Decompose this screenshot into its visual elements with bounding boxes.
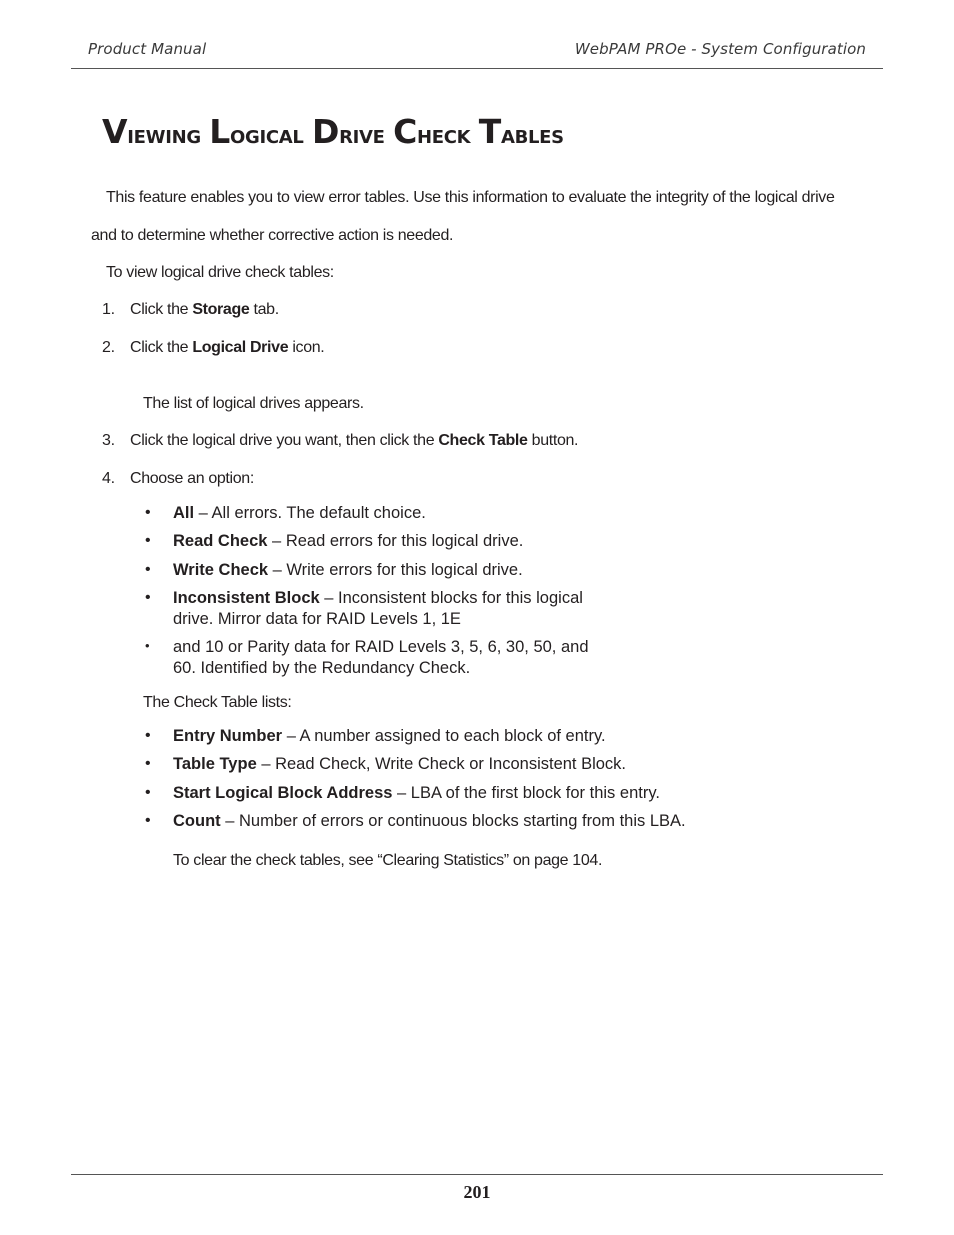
option-inconsistent-block-cont: drive. Mirror data for RAID Levels 1, 1E [173,610,461,628]
bullet: • [145,727,151,744]
step-3: Click the logical drive you want, then click the Check Table button. [130,432,579,449]
page-title: Viewing Logical Drive Check Tables [102,112,564,151]
bullet: • [145,812,151,829]
bullet: • [145,755,151,772]
list-lead: The Check Table lists: [143,694,292,711]
bullet: • [145,638,150,653]
option-parity: and 10 or Parity data for RAID Levels 3, 5, 6, 30, 50, and [173,638,589,656]
header-rule [71,68,883,69]
option-all: All – All errors. The default choice. [173,504,426,522]
step-number: 4. [102,470,115,487]
option-inconsistent-block: Inconsistent Block – Inconsistent blocks for this logical [173,589,583,607]
option-read-check: Read Check – Read errors for this logical drive. [173,532,524,550]
field-table-type: Table Type – Read Check, Write Check or Inconsistent Block. [173,755,627,773]
footer-rule [71,1174,883,1175]
field-count: Count – Number of errors or continuous blocks starting from this LBA. [173,812,686,830]
bullet: • [145,589,151,606]
bullet: • [145,784,151,801]
page-number: 201 [463,1182,491,1202]
closing-note: To clear the check tables, see “Clearing Statistics” on page 104. [173,852,603,869]
step-4: Choose an option: [130,470,254,487]
header-section-title: WebPAM PROe - System Configuration [574,40,866,58]
step-2-result: The list of logical drives appears. [143,395,364,412]
step-2: Click the Logical Drive icon. [130,339,325,356]
step-number: 2. [102,339,115,356]
step-number: 1. [102,301,115,318]
intro-line-2: and to determine whether corrective action is needed. [91,227,454,244]
option-parity-cont: 60. Identified by the Redundancy Check. [173,659,471,677]
bullet: • [145,561,151,578]
header-product-manual: Product Manual [88,40,207,58]
bullet: • [145,504,151,521]
step-1: Click the Storage tab. [130,301,279,318]
intro-line-1: This feature enables you to view error tables. Use this information to evaluate the integrity of the logical drive [106,189,835,206]
intro-lead: To view logical drive check tables: [106,264,334,281]
field-entry-number: Entry Number – A number assigned to each block of entry. [173,727,606,745]
field-start-lba: Start Logical Block Address – LBA of the first block for this entry. [173,784,660,802]
step-number: 3. [102,432,115,449]
bullet: • [145,532,151,549]
option-write-check: Write Check – Write errors for this logical drive. [173,561,523,579]
